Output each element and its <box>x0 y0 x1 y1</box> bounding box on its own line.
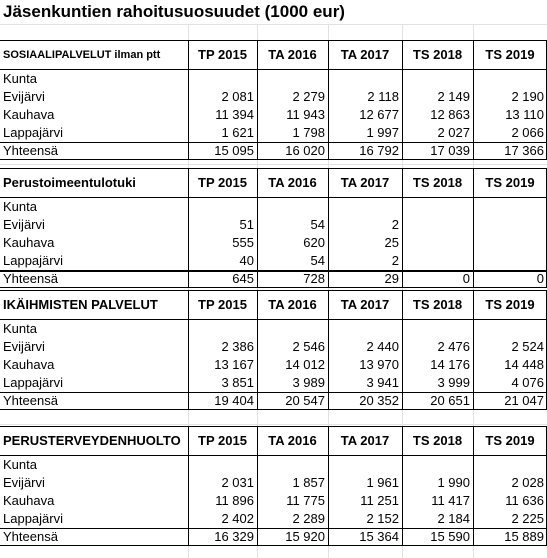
value-cell: 54 <box>310 253 325 268</box>
total-value: 15 095 <box>214 143 254 158</box>
column-rule <box>188 41 189 159</box>
value-cell: 2 279 <box>292 89 325 104</box>
column-header: TS 2019 <box>485 433 535 448</box>
total-value: 17 366 <box>504 143 544 158</box>
value-cell: 2 149 <box>437 89 470 104</box>
value-cell: 2 225 <box>511 511 544 526</box>
value-cell: 2 031 <box>221 475 254 490</box>
value-cell: 2 289 <box>292 511 325 526</box>
value-cell: 11 943 <box>286 107 325 122</box>
value-cell <box>473 216 547 234</box>
value-cell: 11 251 <box>360 493 399 508</box>
section-heading: SOSIAALIPALVELUT ilman ptt <box>3 49 161 61</box>
column-rule <box>328 169 329 287</box>
value-cell <box>402 216 473 234</box>
value-cell: 14 448 <box>504 357 544 372</box>
total-value: 20 651 <box>430 393 470 408</box>
value-cell: 2 386 <box>221 339 254 354</box>
total-value: 15 889 <box>504 529 544 544</box>
column-rule <box>188 169 189 287</box>
municipality-name: Lappajärvi <box>3 253 63 268</box>
column-header: TS 2018 <box>412 47 463 62</box>
column-rule <box>473 41 474 159</box>
value-cell: 3 989 <box>292 375 325 390</box>
column-header: TA 2016 <box>268 433 317 448</box>
total-value: 16 020 <box>285 143 325 158</box>
value-cell <box>402 252 473 270</box>
section-table <box>0 426 547 546</box>
section-heading: PERUSTERVEYDENHUOLTO <box>3 433 181 448</box>
column-header: TS 2018 <box>412 297 463 312</box>
column-header: TS 2019 <box>485 47 535 62</box>
municipality-name: Kauhava <box>3 493 55 508</box>
municipality-name: Evijärvi <box>3 339 45 354</box>
value-cell: 555 <box>232 235 254 250</box>
value-cell: 13 167 <box>214 357 254 372</box>
total-value: 15 364 <box>359 529 399 544</box>
municipality-name: Kauhava <box>3 107 55 122</box>
value-cell: 2 081 <box>221 89 254 104</box>
column-rule <box>257 169 258 287</box>
column-header: TS 2018 <box>412 175 463 190</box>
column-rule <box>473 169 474 287</box>
value-cell: 1 997 <box>366 125 399 140</box>
value-cell: 4 076 <box>511 375 544 390</box>
value-cell: 11 394 <box>215 107 254 122</box>
value-cell: 13 970 <box>359 357 399 372</box>
gridline <box>0 24 547 25</box>
section-table <box>0 40 547 160</box>
value-cell: 11 896 <box>215 493 254 508</box>
column-rule <box>188 427 189 545</box>
column-rule <box>402 41 403 159</box>
value-cell: 2 476 <box>437 339 470 354</box>
column-header: TS 2019 <box>485 175 535 190</box>
total-value: 21 047 <box>504 393 544 408</box>
gridline <box>0 424 547 425</box>
value-cell: 51 <box>239 217 254 232</box>
value-cell: 54 <box>310 217 325 232</box>
total-label: Yhteensä <box>3 393 58 408</box>
column-header: TA 2016 <box>268 297 317 312</box>
section-heading: Perustoimeentulotuki <box>3 175 136 190</box>
value-cell: 2 546 <box>292 339 325 354</box>
municipality-name: Kauhava <box>3 357 55 372</box>
column-rule <box>257 427 258 545</box>
value-cell: 2 152 <box>366 511 399 526</box>
total-value: 728 <box>303 271 325 286</box>
section-table <box>0 168 547 288</box>
value-cell: 2 524 <box>511 339 544 354</box>
total-value: 645 <box>232 271 254 286</box>
kunta-label: Kunta <box>3 199 37 214</box>
column-header: TA 2017 <box>340 433 390 448</box>
value-cell <box>402 234 473 252</box>
column-header: TA 2017 <box>340 47 390 62</box>
column-header: TP 2015 <box>198 175 247 190</box>
municipality-name: Evijärvi <box>3 475 45 490</box>
value-cell: 2 <box>391 253 399 268</box>
value-cell <box>473 252 547 270</box>
column-rule <box>328 41 329 159</box>
column-header: TA 2016 <box>268 47 317 62</box>
total-value: 15 590 <box>430 529 470 544</box>
municipality-name: Lappajärvi <box>3 511 63 526</box>
value-cell: 3 851 <box>221 375 254 390</box>
total-label: Yhteensä <box>3 143 58 158</box>
municipality-name: Evijärvi <box>3 89 45 104</box>
value-cell: 14 176 <box>430 357 470 372</box>
municipality-name: Evijärvi <box>3 217 45 232</box>
value-cell: 1 621 <box>221 125 254 140</box>
value-cell: 2 402 <box>221 511 254 526</box>
column-header: TS 2019 <box>485 297 535 312</box>
column-rule <box>402 427 403 545</box>
value-cell: 1 857 <box>292 475 325 490</box>
value-cell: 2 028 <box>511 475 544 490</box>
value-cell: 3 999 <box>437 375 470 390</box>
value-cell: 2 440 <box>366 339 399 354</box>
column-rule <box>257 291 258 409</box>
column-rule <box>473 427 474 545</box>
column-rule <box>473 291 474 409</box>
column-header: TP 2015 <box>198 297 247 312</box>
total-value: 19 404 <box>214 393 254 408</box>
value-cell: 40 <box>239 253 254 268</box>
value-cell: 12 863 <box>430 107 470 122</box>
value-cell: 1 798 <box>292 125 325 140</box>
kunta-label: Kunta <box>3 321 37 336</box>
sheet-title: Jäsenkuntien rahoitusuosuudet (1000 eur) <box>3 2 345 21</box>
municipality-name: Lappajärvi <box>3 125 63 140</box>
value-cell: 11 636 <box>505 493 544 508</box>
value-cell: 2 190 <box>511 89 544 104</box>
value-cell: 2 027 <box>437 125 470 140</box>
kunta-label: Kunta <box>3 457 37 472</box>
value-cell: 1 990 <box>437 475 470 490</box>
total-value: 0 <box>536 271 544 286</box>
value-cell: 2 184 <box>437 511 470 526</box>
value-cell: 1 961 <box>366 475 399 490</box>
total-value: 20 547 <box>285 393 325 408</box>
column-rule <box>328 427 329 545</box>
value-cell: 2 <box>391 217 399 232</box>
value-cell: 3 941 <box>366 375 399 390</box>
value-cell: 11 775 <box>286 493 325 508</box>
column-header: TS 2018 <box>412 433 463 448</box>
gridline <box>0 164 547 165</box>
value-cell: 2 066 <box>511 125 544 140</box>
value-cell: 25 <box>384 235 399 250</box>
total-label: Yhteensä <box>3 271 58 286</box>
total-value: 16 792 <box>359 143 399 158</box>
column-header: TP 2015 <box>198 47 247 62</box>
column-header: TA 2017 <box>340 175 390 190</box>
total-value: 0 <box>462 271 470 286</box>
kunta-label: Kunta <box>3 71 37 86</box>
column-rule <box>402 291 403 409</box>
section-heading: IKÄIHMISTEN PALVELUT <box>3 297 158 312</box>
column-header: TA 2017 <box>340 297 390 312</box>
total-value: 20 352 <box>359 393 399 408</box>
municipality-name: Kauhava <box>3 235 55 250</box>
value-cell <box>473 234 547 252</box>
total-value: 16 329 <box>214 529 254 544</box>
column-rule <box>402 169 403 287</box>
total-label: Yhteensä <box>3 529 58 544</box>
column-rule <box>257 41 258 159</box>
value-cell: 2 118 <box>367 89 399 104</box>
value-cell: 14 012 <box>285 357 325 372</box>
municipality-name: Lappajärvi <box>3 375 63 390</box>
total-value: 15 920 <box>285 529 325 544</box>
column-header: TP 2015 <box>198 433 247 448</box>
column-rule <box>188 291 189 409</box>
total-value: 29 <box>384 271 399 286</box>
total-value: 17 039 <box>430 143 470 158</box>
value-cell: 12 677 <box>359 107 399 122</box>
value-cell: 11 417 <box>431 493 470 508</box>
column-header: TA 2016 <box>268 175 317 190</box>
value-cell: 620 <box>303 235 325 250</box>
column-rule <box>328 291 329 409</box>
section-table <box>0 290 547 410</box>
value-cell: 13 110 <box>505 107 544 122</box>
